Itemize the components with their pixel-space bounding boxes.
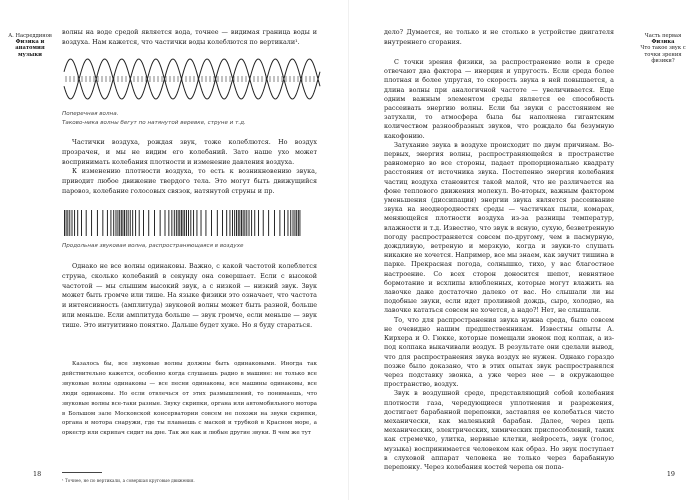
compression-bar: [188, 210, 189, 236]
compression-bar: [148, 210, 149, 236]
text-paragraph: То, что для распространения звука нужна среда, было совсем не очевидно нашим предшественникам. Известны опыты А. Кирхера и О. Гюкке, которые помещали звонок под колпак, а из-под колпака выкачивали воздух. В результате они сделали вывод, что для распространения звука воздух не нужен. Однако гораздо позже было доказано, что в этих опытах звук распространялся через подставку звонка, а уже через нее — в окружающее пространство, воздух.: [384, 315, 614, 389]
compression-bar: [190, 210, 191, 236]
compression-bar: [143, 210, 144, 236]
longitudinal-wave-figure: [62, 208, 302, 238]
wave-caption-2: [62, 242, 243, 251]
right-margin-header: [632, 33, 694, 64]
author-name: А. Насреддинов: [8, 33, 52, 39]
compression-bar: [234, 210, 235, 236]
compression-bar: [268, 210, 269, 236]
compression-bar: [298, 210, 299, 236]
right-top-text: [384, 28, 614, 48]
left-small-text: [62, 360, 317, 439]
compression-bar: [135, 210, 136, 236]
right-body: [384, 58, 614, 472]
compression-bar: [244, 210, 245, 236]
compression-bar: [132, 210, 133, 236]
text-paragraph: волны на воде средой является вода, точнее — видимая граница воды и воздуха. Нам кажется, что частички воды колеблются по вертикали¹.: [62, 28, 317, 46]
compression-bar: [232, 210, 233, 236]
compression-bar: [241, 210, 242, 236]
compression-bar: [168, 210, 169, 236]
compression-bar: [201, 210, 202, 236]
wave-axis-ticks: [66, 76, 318, 82]
compression-bar: [165, 210, 166, 236]
text-paragraph: Затухание звука в воздухе происходит по двум причинам. Во-первых, энергия волны, распространяющейся в пространстве равномерно во все стороны, падает пропорционально квадрату расстояния от источника звука. Постепенно энергия колебания частиц воздуха становится такой малой, что не различается на фоне теплового движения молекул. Во-вторых, важным фактором уменьшения (диссипации) энергии звука является рассеивание звука на неоднородностях среды — частичках пыли, комарах, меняющейся плотности воздуха из-за разницы температур, влажности и т.д. Известно, что звук в ясную, сухую, безветренную погоду распространяется совсем по-другому, чем в пасмурную, дождливую, ветреную и мерзкую, когда и звуки-то слушать никакие не хочется. Например, все мы знаем, как звучит тишина в парке. Прекрасная погода, солнышко, тихо, у вас благостное настроение. Со всех сторон доносится шепот, невнятное бормотание и всхлипы влюбленных, которые могут влажить на лавочке даже достаточно далеко от вас. Но слышали ли вы подобные звуки, если идет проливной дождь, сыро, холодно, на лавочке кататься совсем не хочется, а надо?! Нет, не слышали.: [384, 140, 614, 315]
compression-bar: [243, 210, 244, 236]
text-paragraph: С точки зрения физики, за распространение волн в среде отвечают два фактора — инерция и упругость. Если среда более плотная и более упругая, то скорость звука в ней повышается, а длина волны при аналогичной частоте — увеличивается. Еще одним важным элементом среды является ее способность рассеивать энергию волны. Если бы звуки с расстоянием не затухали, то атмосфера была бы наполнена гигантским количеством разнообразных звуков, что рождало бы безумную какофонию.: [384, 58, 614, 140]
compression-bar: [154, 210, 155, 236]
compression-bar: [122, 210, 123, 236]
compression-bar: [69, 210, 70, 236]
left-body-2: [62, 262, 317, 330]
text-paragraph: Частички воздуха, рождая звук, тоже колеблются. Но воздух прозрачен, и мы не видим его колебаний. Зато наше ухо может воспринимать колебания плотности и изменение давления воздуха.: [62, 138, 317, 166]
right-page: [348, 0, 696, 500]
compression-bar: [239, 210, 240, 236]
compression-bar: [64, 210, 65, 236]
compression-bar: [176, 210, 177, 236]
compression-bar: [230, 210, 231, 236]
compression-bar: [211, 210, 212, 236]
compression-bar: [160, 210, 161, 236]
compression-bar: [66, 210, 67, 236]
compression-bar: [181, 210, 182, 236]
compression-bar: [119, 210, 120, 236]
compression-bar: [179, 210, 180, 236]
compression-bar: [77, 210, 78, 236]
compression-bar: [130, 210, 131, 236]
compression-bar: [113, 210, 114, 236]
compression-bar: [236, 210, 237, 236]
compression-bar: [226, 210, 227, 236]
compression-bar: [121, 210, 122, 236]
text-paragraph: Звук в воздушной среде, представляющий собой колебания плотности газа, чередующиеся уплотнения и разрежения, достигает барабанной перепонки, заставляя ее колебаться чисто механически, как маленький барабан. Далее, через цепь механических, электрических, химических приспособлений, таких как стремечко, улитка, нервные клетки, нейросеть, звук (голос, музыка) воспринимается человеком как образ. Но звук поступает в слуховой аппарат человека не только через барабанную перепонку. Через колебания костей черепа он попа-: [384, 389, 614, 471]
caption-line: Поперечная волна.: [62, 111, 119, 117]
left-top-text: [62, 28, 317, 48]
part-label: Часть первая: [644, 33, 682, 39]
compression-bar: [81, 210, 82, 236]
caption-line: Таково-ника волны бегут по натянутой веревке, струне и т.д.: [62, 120, 246, 126]
compression-bar: [193, 210, 194, 236]
compression-bar: [184, 210, 185, 236]
compression-bar: [102, 210, 103, 236]
compression-bar: [186, 210, 187, 236]
compression-bar: [279, 210, 280, 236]
compression-bar: [296, 210, 297, 236]
compression-bar: [263, 210, 264, 236]
section-title: Физика: [651, 39, 675, 46]
compression-bar: [126, 210, 127, 236]
compression-bar: [251, 210, 252, 236]
compression-bar: [258, 210, 259, 236]
compression-bar: [178, 210, 179, 236]
compression-bar: [110, 210, 111, 236]
text-paragraph: Казалось бы, все звуковые волны должны быть одинаковыми. Иногда так действительно кажется, особенно когда слушаешь радио в машине: не только все звуковые волны одинаковы — все песни одинаковы, все машины одинаковы, все люди одинаковы. Но если отвлечься от этих размышлений, то понимаешь, что звуковые волны все-таки разные. Звуку скрипки, органа или автомобильного мотора в Большом зале Московской консерватории совсем не похожи на звуки скрипки, органа и мотора снаружи, где ты плаваешь с маской и трубкой в Красном море, а оркестр или скрипач сидит на дне. Так же как и любые другие звуки. В чем же тут: [62, 361, 317, 437]
caption-line: Продольная звуковая волна, распространяющаяся в воздухе: [62, 243, 244, 249]
page-number: 18: [33, 470, 42, 478]
compression-bar: [72, 210, 73, 236]
compression-bar: [116, 210, 117, 236]
compression-bar: [284, 210, 285, 236]
compression-bar: [217, 210, 218, 236]
book-title: Физика и анатомия музыки: [15, 39, 45, 58]
compression-bar: [249, 210, 250, 236]
compression-bar: [254, 210, 255, 236]
compression-bar: [299, 210, 300, 236]
chapter-title: Что такое звук с точки зрения физики?: [640, 45, 686, 64]
compression-bar: [107, 210, 108, 236]
compression-bar: [290, 210, 291, 236]
compression-bar: [117, 210, 118, 236]
compression-bar: [246, 210, 247, 236]
compression-bar: [139, 210, 140, 236]
compression-bar: [174, 210, 175, 236]
compression-bar: [274, 210, 275, 236]
page-number: 19: [666, 470, 675, 478]
compression-bar: [205, 210, 206, 236]
compression-bar: [183, 210, 184, 236]
left-margin-header: [4, 33, 56, 58]
compression-bar: [86, 210, 87, 236]
footnote-rule: [62, 472, 102, 473]
footnote: ¹ Точнее, не по вертикали, а совершая круговые движения.: [62, 478, 195, 483]
compression-bar: [238, 210, 239, 236]
text-paragraph: К изменению плотности воздуха, то есть к возникновению звука, приводит любое движение твердого тела. Это могут быть движущийся паровоз, колебание голосовых связок, натянутой струны и пр.: [62, 167, 317, 195]
compression-bar: [196, 210, 197, 236]
compression-bar: [124, 210, 125, 236]
wave-curve: [64, 59, 320, 99]
compression-bar: [293, 210, 294, 236]
compression-bar: [171, 210, 172, 236]
left-body-1: [62, 138, 317, 197]
compression-bar: [67, 210, 68, 236]
transverse-wave-figure: [62, 50, 324, 108]
compression-bar: [288, 210, 289, 236]
compression-bar: [91, 210, 92, 236]
compression-bar: [295, 210, 296, 236]
text-paragraph: дело? Думается, не только и не столько в устройстве двигателя внутреннего сгорания.: [384, 28, 614, 46]
text-paragraph: Однако не все волны одинаковы. Важно, с какой частотой колеблется струна, сколько колебаний в секунду она совершает. Если с высокой частотой — мы слышим высокий звук, а с низкой — низкий звук. Звук может быть громче или тише. На языке физики это означает, что частота и интенсивность (амплитуда) звуковой волны может быть разной, больше или меньше. Если амплитуда больше — звук громче, если меньше — звук тише. Это интуитивно понятно. Дальше будет хуже. Но я буду стараться.: [62, 262, 317, 329]
wave-curve: [64, 59, 320, 99]
compression-bar: [222, 210, 223, 236]
compression-bar: [97, 210, 98, 236]
compression-bar: [74, 210, 75, 236]
wave-caption-1: [62, 110, 246, 128]
compression-bars: [64, 210, 300, 236]
compression-bar: [128, 210, 129, 236]
